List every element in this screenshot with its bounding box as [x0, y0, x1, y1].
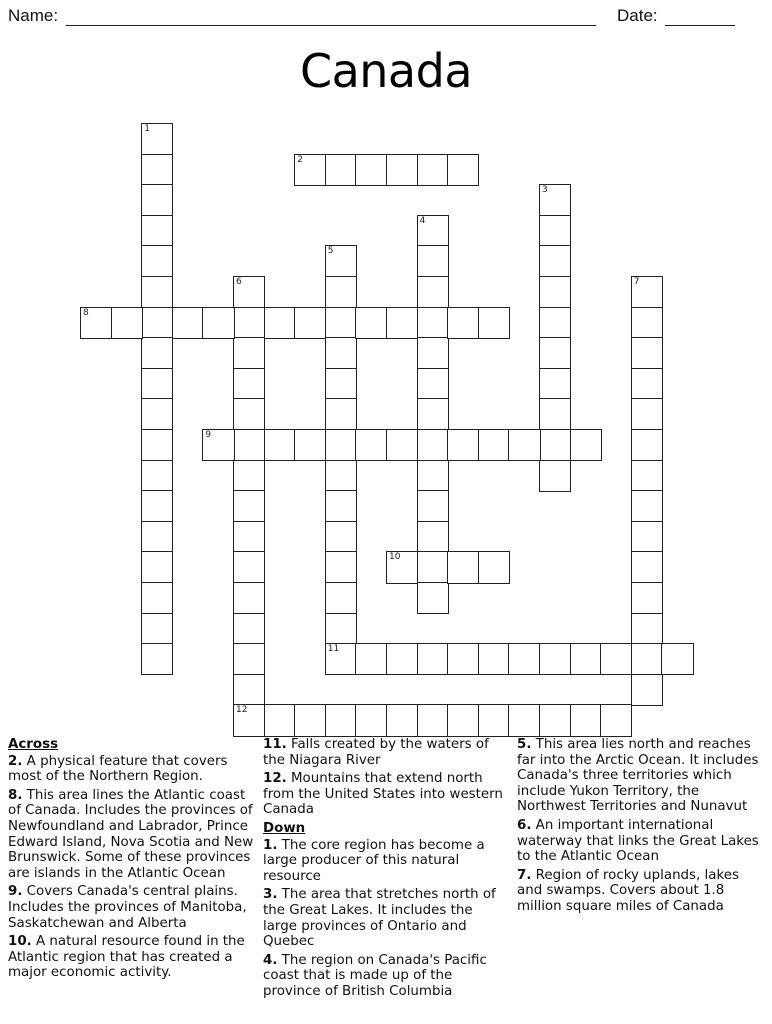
crossword-cell[interactable]	[141, 398, 173, 430]
clue-number: 8	[83, 307, 89, 318]
crossword-cell[interactable]	[539, 704, 571, 736]
crossword-cell[interactable]	[539, 276, 571, 308]
crossword-cell[interactable]	[631, 551, 663, 583]
crossword-cell[interactable]	[417, 551, 449, 583]
crossword-cell[interactable]	[447, 551, 479, 583]
crossword-cell[interactable]	[141, 307, 173, 339]
crossword-cell[interactable]	[539, 245, 571, 277]
crossword-cell[interactable]	[141, 184, 173, 216]
crossword-cell[interactable]	[539, 215, 571, 247]
crossword-cell[interactable]	[233, 307, 265, 339]
crossword-cell[interactable]	[417, 582, 449, 614]
crossword-cell[interactable]	[539, 368, 571, 400]
clue-number: 5	[327, 246, 334, 257]
page-title: Canada	[299, 44, 473, 98]
crossword-cell[interactable]	[80, 307, 112, 339]
crossword-cell[interactable]	[447, 429, 479, 461]
crossword-cell[interactable]	[355, 704, 387, 736]
crossword-cell[interactable]	[233, 582, 265, 614]
crossword-cell[interactable]	[325, 490, 357, 522]
clue-number: 7	[633, 277, 640, 287]
crossword-cell[interactable]	[233, 674, 265, 706]
crossword-cell[interactable]	[141, 551, 173, 583]
crossword-cell[interactable]	[141, 460, 173, 492]
clue-number: 6	[236, 277, 242, 287]
crossword-cell[interactable]	[355, 429, 387, 461]
crossword-cell[interactable]	[570, 429, 602, 461]
crossword-cell[interactable]	[325, 582, 357, 614]
crossword-cell[interactable]	[386, 551, 418, 583]
crossword-cell[interactable]	[233, 643, 265, 675]
clue-across-8: 8. This area lines the Atlantic coast of Canada. Includes the provinces of Newfoundland and Labrador, Prince Edward Island, Nova Scotia and New Brunswick. Some of these provinces are islands in the Atlantic Ocean	[8, 787, 254, 881]
crossword-cell[interactable]	[631, 398, 663, 430]
clue-number: 10	[389, 552, 401, 563]
crossword-cell[interactable]	[141, 643, 173, 675]
crossword-cell[interactable]	[631, 307, 663, 339]
clue-number: 12	[236, 705, 248, 716]
crossword-cell[interactable]	[508, 643, 540, 675]
crossword-cell[interactable]	[539, 337, 571, 369]
clue-number: 1	[144, 124, 150, 134]
crossword-cell[interactable]	[417, 215, 449, 247]
crossword-cell[interactable]	[539, 307, 571, 339]
crossword-cell[interactable]	[233, 704, 265, 736]
crossword-cell[interactable]	[264, 307, 296, 339]
crossword-cell[interactable]	[141, 245, 173, 277]
crossword-cell[interactable]	[631, 490, 663, 522]
crossword-cell[interactable]	[447, 154, 479, 186]
clues-column-1	[8, 737, 254, 984]
crossword-cell[interactable]	[386, 307, 418, 339]
crossword-cell[interactable]	[141, 337, 173, 369]
crossword-cell[interactable]	[141, 123, 173, 155]
name-label: Name:	[8, 6, 59, 25]
crossword-cell[interactable]	[172, 307, 204, 339]
crossword-cell[interactable]	[202, 307, 234, 339]
clue-across-10: 10. A natural resource found in the Atlantic region that has created a major economic activity.	[8, 934, 245, 981]
clue-number: 9	[205, 430, 212, 440]
crossword-cell[interactable]	[325, 398, 357, 430]
crossword-cell[interactable]	[478, 307, 510, 339]
crossword-cell[interactable]	[631, 674, 663, 706]
crossword-cell[interactable]	[233, 337, 265, 369]
crossword-cell[interactable]	[417, 307, 449, 339]
crossword-cell[interactable]	[355, 643, 387, 675]
crossword-cell[interactable]	[264, 704, 296, 736]
crossword-cell[interactable]	[233, 429, 265, 461]
crossword-cell[interactable]	[325, 551, 357, 583]
crossword-cell[interactable]	[325, 643, 357, 675]
crossword-cell[interactable]	[631, 337, 663, 369]
crossword-cell[interactable]	[417, 337, 449, 369]
crossword-cell[interactable]	[631, 582, 663, 614]
crossword-cell[interactable]	[386, 643, 418, 675]
crossword-cell[interactable]	[111, 307, 143, 339]
crossword-cell[interactable]	[539, 460, 571, 492]
crossword-cell[interactable]	[325, 307, 357, 339]
clues-column-2	[263, 737, 509, 1003]
crossword-cell[interactable]	[447, 307, 479, 339]
crossword-cell[interactable]	[417, 398, 449, 430]
crossword-cell[interactable]	[141, 490, 173, 522]
clue-down-1: 1. The core region has become a large producer of this natural resource	[263, 837, 485, 884]
crossword-cell[interactable]	[325, 460, 357, 492]
crossword-cell[interactable]	[233, 276, 265, 308]
crossword-cell[interactable]	[417, 490, 449, 522]
crossword-cell[interactable]	[325, 429, 357, 461]
clue-across-2: 2. A physical feature that covers most of the Northern Region.	[8, 753, 228, 785]
crossword-cell[interactable]	[447, 643, 479, 675]
crossword-cell[interactable]	[417, 429, 449, 461]
crossword-cell[interactable]	[355, 154, 387, 186]
crossword-cell[interactable]	[233, 551, 265, 583]
clue-down-5: 5. This area lies north and reaches far into the Arctic Ocean. It includes Canada's three territories which include Yukon Territory, the Northwest Territories and Nunavut	[517, 737, 759, 815]
crossword-cell[interactable]	[325, 154, 357, 186]
crossword-cell[interactable]	[508, 704, 540, 736]
crossword-cell[interactable]	[417, 460, 449, 492]
crossword-cell[interactable]	[141, 368, 173, 400]
date-label: Date:	[617, 6, 658, 25]
crossword-cell[interactable]	[478, 643, 510, 675]
crossword-cell[interactable]	[355, 307, 387, 339]
crossword-cell[interactable]	[233, 490, 265, 522]
clue-across-12: 12. Mountains that extend north from the United States into western Canada	[263, 771, 503, 818]
crossword-cell[interactable]	[294, 429, 326, 461]
crossword-cell[interactable]	[539, 398, 571, 430]
crossword-cell[interactable]	[233, 460, 265, 492]
crossword-cell[interactable]	[325, 521, 357, 553]
crossword-cell[interactable]	[141, 582, 173, 614]
crossword-cell[interactable]	[417, 245, 449, 277]
crossword-cell[interactable]	[294, 704, 326, 736]
crossword-cell[interactable]	[233, 613, 265, 645]
crossword-cell[interactable]	[570, 704, 602, 736]
crossword-cell[interactable]	[386, 154, 418, 186]
crossword-cell[interactable]	[202, 429, 234, 461]
crossword-cell[interactable]	[325, 704, 357, 736]
crossword-cell[interactable]	[325, 276, 357, 308]
crossword-cell[interactable]	[631, 613, 663, 645]
crossword-cell[interactable]	[631, 368, 663, 400]
crossword-cell[interactable]	[417, 643, 449, 675]
crossword-cell[interactable]	[631, 643, 663, 675]
crossword-cell[interactable]	[233, 368, 265, 400]
crossword-cell[interactable]	[325, 613, 357, 645]
crossword-cell[interactable]	[233, 521, 265, 553]
crossword-cell[interactable]	[141, 215, 173, 247]
crossword-cell[interactable]	[478, 429, 510, 461]
clue-number: 3	[542, 185, 548, 196]
crossword-cell[interactable]	[141, 521, 173, 553]
clue-down-6: 6. An important international waterway that links the Great Lakes to the Atlantic Ocean	[517, 817, 759, 865]
crossword-cell[interactable]	[417, 276, 449, 308]
crossword-cell[interactable]	[478, 551, 510, 583]
clue-number: 2	[297, 154, 303, 165]
crossword-cell[interactable]	[386, 704, 418, 736]
crossword-cell[interactable]	[417, 154, 449, 186]
crossword-cell[interactable]	[417, 704, 449, 736]
crossword-cell[interactable]	[570, 643, 602, 675]
crossword-cell[interactable]	[600, 643, 632, 675]
crossword-cell[interactable]	[417, 368, 449, 400]
clues-column-3	[517, 737, 767, 918]
crossword-cell[interactable]	[141, 276, 173, 308]
crossword-cell[interactable]	[631, 276, 663, 308]
crossword-cell[interactable]	[325, 337, 357, 369]
crossword-cell[interactable]	[600, 704, 632, 736]
crossword-cell[interactable]	[478, 704, 510, 736]
clue-down-4: 4. The region on Canada's Pacific coast that is made up of the province of British Columbia	[263, 952, 487, 999]
down-heading: Down	[263, 820, 306, 836]
crossword-cell[interactable]	[631, 521, 663, 553]
crossword-cell[interactable]	[539, 184, 571, 216]
crossword-cell[interactable]	[417, 521, 449, 553]
crossword-cell[interactable]	[539, 429, 571, 461]
crossword-cell[interactable]	[447, 704, 479, 736]
across-heading: Across	[8, 737, 59, 752]
crossword-cell[interactable]	[631, 460, 663, 492]
clue-number: 11	[327, 644, 340, 655]
crossword-cell[interactable]	[661, 643, 693, 675]
crossword-cell[interactable]	[325, 368, 357, 400]
crossword-cell[interactable]	[141, 613, 173, 645]
crossword-cell[interactable]	[141, 429, 173, 461]
crossword-cell[interactable]	[264, 429, 296, 461]
crossword-cell[interactable]	[294, 154, 326, 186]
crossword-cell[interactable]	[233, 398, 265, 430]
clue-across-11: 11. Falls created by the waters of the Niagara River	[263, 737, 489, 768]
clue-across-9: 9. Covers Canada's central plains. Includes the provinces of Manitoba, Saskatchewan and Alberta	[8, 884, 247, 931]
crossword-cell[interactable]	[141, 154, 173, 186]
clue-down-3: 3. The area that stretches north of the Great Lakes. It includes the large provinces of Ontario and Quebec	[263, 887, 496, 950]
crossword-cell[interactable]	[539, 643, 571, 675]
crossword-cell[interactable]	[325, 245, 357, 277]
clue-down-7: 7. Region of rocky uplands, lakes and swamps. Covers about 1.8 million square miles of Canada	[517, 867, 739, 914]
crossword-cell[interactable]	[386, 429, 418, 461]
crossword-cell[interactable]	[631, 429, 663, 461]
crossword-cell[interactable]	[508, 429, 540, 461]
crossword-cell[interactable]	[294, 307, 326, 339]
clue-number: 4	[419, 215, 426, 226]
